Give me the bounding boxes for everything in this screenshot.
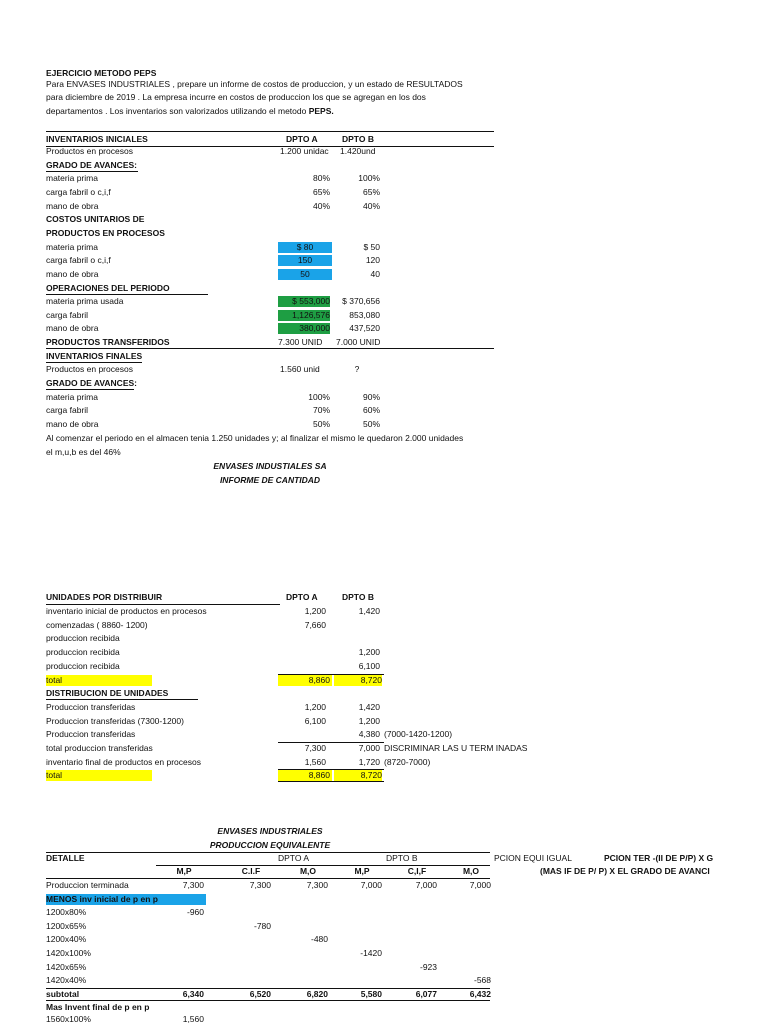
dpto-b-value: 1,200	[358, 715, 380, 726]
subcol-head: M,P	[354, 866, 370, 876]
subcol-head: C,I,F	[407, 866, 427, 876]
dpto-b-value: 50%	[362, 419, 380, 429]
menos-value: -780	[253, 920, 271, 931]
dpto-a-value: 150	[278, 255, 332, 266]
subtotal-value: 6,520	[249, 988, 271, 999]
dist-row-label: inventario final de productos en procesos	[46, 756, 201, 767]
menos-value: -960	[186, 907, 204, 918]
col-dpto-a: DPTO A	[286, 134, 318, 144]
total-b: 8,720	[334, 770, 382, 781]
intro-line-2: para diciembre de 2019 . La empresa incurre en costos de produccion los que se agregan en los dos	[46, 92, 426, 102]
dpto-b-value: 40	[370, 268, 380, 279]
dist-row-label: Produccion transferidas (7300-1200)	[46, 715, 184, 726]
subcol-head: M,O	[462, 866, 480, 876]
terminada-value: 7,300	[249, 880, 271, 890]
divider	[46, 362, 142, 363]
dpto-b-value: 40%	[362, 200, 380, 211]
menos-value: -1420	[360, 948, 382, 958]
row-label: materia prima	[46, 173, 98, 184]
intro-line-1: Para ENVASES INDUSTRIALES , prepare un informe de costos de produccion, y un estado de RESULTADOS	[46, 79, 463, 89]
detalle-head: DETALLE	[46, 853, 85, 863]
dpto-a-value: $ 80	[278, 242, 332, 253]
dpto-b-value: 6,100	[358, 660, 380, 671]
dpto-a-value: 1.560 unid	[280, 364, 320, 375]
dpto-b-value: 90%	[362, 391, 380, 402]
row-label: OPERACIONES DEL PERIODO	[46, 282, 170, 293]
row-label: GRADO DE AVANCES:	[46, 378, 137, 389]
dpto-b-value: ?	[354, 364, 360, 375]
subtotal-label: subtotal	[46, 988, 80, 999]
qty-row-label: produccion recibida	[46, 647, 120, 658]
divider	[278, 742, 384, 743]
dpto-b-value: 7,000	[358, 743, 380, 753]
dpto-b-value: 437,520	[349, 323, 380, 334]
row-label: mano de obra	[46, 200, 99, 211]
row-label: mano de obra	[46, 268, 99, 279]
divider	[46, 389, 134, 390]
subtotal-value: 6,820	[306, 988, 328, 999]
dpto-a-value: 6,100	[304, 715, 326, 726]
row-label: COSTOS UNITARIOS DE	[46, 214, 145, 225]
dist-row-label: Produccion transferidas	[46, 701, 136, 712]
row-label: carga fabril	[46, 405, 89, 416]
col-dpto-b: DPTO B	[342, 592, 374, 602]
divider	[46, 604, 280, 605]
dpto-b-value: 4,380	[358, 729, 380, 740]
terminada-value: 7,000	[415, 880, 437, 890]
dpto-a-value: 50	[278, 269, 332, 280]
dpto-b-head: DPTO B	[386, 853, 418, 863]
row-label: Productos en procesos	[46, 146, 133, 156]
side-note-2: PCION TER -(II DE P/P) X G	[604, 853, 714, 863]
report2-company: ENVASES INDUSTRIALES	[217, 826, 323, 836]
side-note-3: (MAS IF DE P/ P) X EL GRADO DE AVANCI	[540, 866, 710, 876]
intro-line-3: departamentos . Los inventarios son valorizados utilizando el metodo PEPS.	[46, 106, 334, 116]
side-note-1: PCION EQUI IGUAL	[494, 853, 572, 863]
divider	[46, 348, 494, 349]
inventory-head: INVENTARIOS INICIALES	[46, 134, 148, 144]
qty-row-label: produccion recibida	[46, 633, 120, 644]
divider	[46, 131, 494, 132]
menos-row-label: 1200x80%	[46, 907, 87, 918]
distribution-head: DISTRIBUCION DE UNIDADES	[46, 688, 169, 699]
total-a: 8,860	[278, 770, 332, 781]
mas-row-label: 1560x100%	[46, 1013, 91, 1024]
qty-row-label: comenzadas ( 8860- 1200)	[46, 619, 148, 630]
dpto-a-value: 1,200	[304, 701, 326, 712]
row-label: Productos en procesos	[46, 364, 133, 375]
qty-row-label: inventario inicial de productos en procesos	[46, 606, 207, 616]
dpto-a-head: DPTO A	[278, 853, 310, 863]
subcol-head: M,O	[299, 866, 317, 876]
report2-title: PRODUCCION EQUIVALENTE	[209, 840, 331, 850]
report-title: INFORME DE CANTIDAD	[219, 475, 321, 485]
col-dpto-a: DPTO A	[286, 592, 318, 602]
divider	[46, 1000, 490, 1001]
row-label: materia prima	[46, 241, 98, 252]
menos-row-label: 1200x65%	[46, 920, 87, 931]
dpto-a-value: 50%	[312, 419, 330, 429]
dpto-b-value: 65%	[362, 186, 380, 197]
row-label: INVENTARIOS FINALES	[46, 350, 143, 361]
divider	[46, 878, 490, 879]
dpto-b-value: 1,200	[358, 647, 380, 658]
divider	[46, 699, 198, 700]
terminada-value: 7,300	[306, 880, 328, 890]
divider	[46, 852, 490, 853]
dpto-b-value: 1.420und	[340, 146, 376, 156]
col-dpto-b: DPTO B	[342, 134, 374, 144]
dpto-b-value: 100%	[358, 173, 380, 184]
dpto-a-value: 1.200 unidac	[280, 146, 329, 156]
row-label: PRODUCTOS EN PROCESOS	[46, 227, 165, 238]
menos-value: -923	[419, 961, 437, 972]
row-label: mano de obra	[46, 419, 99, 429]
terminada-label: Produccion terminada	[46, 880, 129, 890]
qty-head: UNIDADES POR DISTRIBUIR	[46, 592, 163, 602]
dpto-a-value: 1,560	[304, 756, 326, 767]
terminada-value: 7,300	[182, 880, 204, 890]
dpto-b-value: 7.000 UNID	[336, 337, 381, 348]
dpto-a-value: 7.300 UNID	[278, 337, 323, 348]
dpto-a-value: 65%	[312, 186, 330, 197]
dist-note: (8720-7000)	[384, 756, 431, 767]
menos-row-label: 1420x40%	[46, 975, 87, 986]
row-label: materia prima usada	[46, 296, 124, 307]
note-1: Al comenzar el periodo en el almacen tenia 1.250 unidades y; al finalizar el mismo le quedaron 2.000 unidades	[46, 433, 464, 443]
menos-row-label: 1200x40%	[46, 934, 87, 945]
dpto-b-value: 120	[365, 255, 380, 266]
dpto-b-value: 853,080	[349, 309, 380, 320]
total-label: total	[46, 770, 152, 781]
divider	[278, 781, 384, 782]
mas-label: Mas Invent final de p en p	[46, 1001, 150, 1012]
dpto-a-value: 7,300	[304, 743, 326, 753]
menos-label: MENOS inv inicial de p en p	[46, 894, 206, 905]
dpto-a-value: 1,126,576	[278, 310, 330, 321]
dpto-b-value: 1,720	[358, 756, 380, 767]
terminada-value: 7,000	[360, 880, 382, 890]
row-label: carga fabril o c,i,f	[46, 186, 111, 197]
dpto-a-value: 100%	[308, 391, 330, 402]
note-2: el m,u,b es del 46%	[46, 447, 121, 457]
dist-note: (7000-1420-1200)	[384, 729, 453, 740]
row-label: mano de obra	[46, 323, 99, 334]
subtotal-value: 6,432	[469, 988, 491, 999]
row-label: carga fabril o c,i,f	[46, 255, 111, 266]
menos-value: -480	[310, 934, 328, 945]
row-label: materia prima	[46, 391, 98, 402]
total-b: 8,720	[334, 675, 382, 686]
terminada-value: 7,000	[469, 880, 491, 890]
dpto-b-value: 60%	[362, 405, 380, 416]
dpto-b-value: $ 50	[363, 241, 380, 252]
total-label: total	[46, 675, 152, 686]
row-label: GRADO DE AVANCES:	[46, 159, 137, 170]
menos-value: -568	[473, 975, 491, 986]
divider	[46, 294, 208, 295]
dist-row-label: Produccion transferidas	[46, 729, 136, 740]
subcol-head: M,P	[176, 866, 192, 876]
subtotal-value: 5,580	[360, 988, 382, 999]
divider	[46, 171, 138, 172]
dpto-a-value: 70%	[312, 405, 330, 416]
mas-value: 1,560	[182, 1013, 204, 1024]
qty-row-label: produccion recibida	[46, 660, 120, 671]
menos-row-label: 1420x65%	[46, 961, 87, 972]
row-label: PRODUCTOS TRANSFERIDOS	[46, 337, 170, 348]
dpto-a-value: 7,660	[304, 619, 326, 630]
subcol-head: C.I.F	[241, 866, 261, 876]
dpto-a-value: $ 553,000	[278, 296, 330, 307]
total-a: 8,860	[278, 675, 332, 686]
dpto-b-value: 1,420	[358, 701, 380, 712]
dist-row-label: total produccion transferidas	[46, 743, 153, 753]
dpto-b-value: 1,420	[358, 606, 380, 616]
subtotal-value: 6,340	[182, 988, 204, 999]
menos-row-label: 1420x100%	[46, 948, 91, 958]
row-label: carga fabril	[46, 309, 89, 320]
report-company: ENVASES INDUSTIALES SA	[213, 461, 327, 471]
dpto-a-value: 40%	[312, 200, 330, 211]
dpto-b-value: $ 370,656	[342, 296, 380, 307]
dpto-a-value: 1,200	[304, 606, 326, 616]
subtotal-value: 6,077	[415, 988, 437, 999]
dpto-a-value: 380,000	[278, 323, 330, 334]
dpto-a-value: 80%	[312, 173, 330, 184]
exercise-title: EJERCICIO METODO PEPS	[46, 68, 157, 78]
dist-note: DISCRIMINAR LAS U TERM INADAS	[384, 743, 528, 753]
